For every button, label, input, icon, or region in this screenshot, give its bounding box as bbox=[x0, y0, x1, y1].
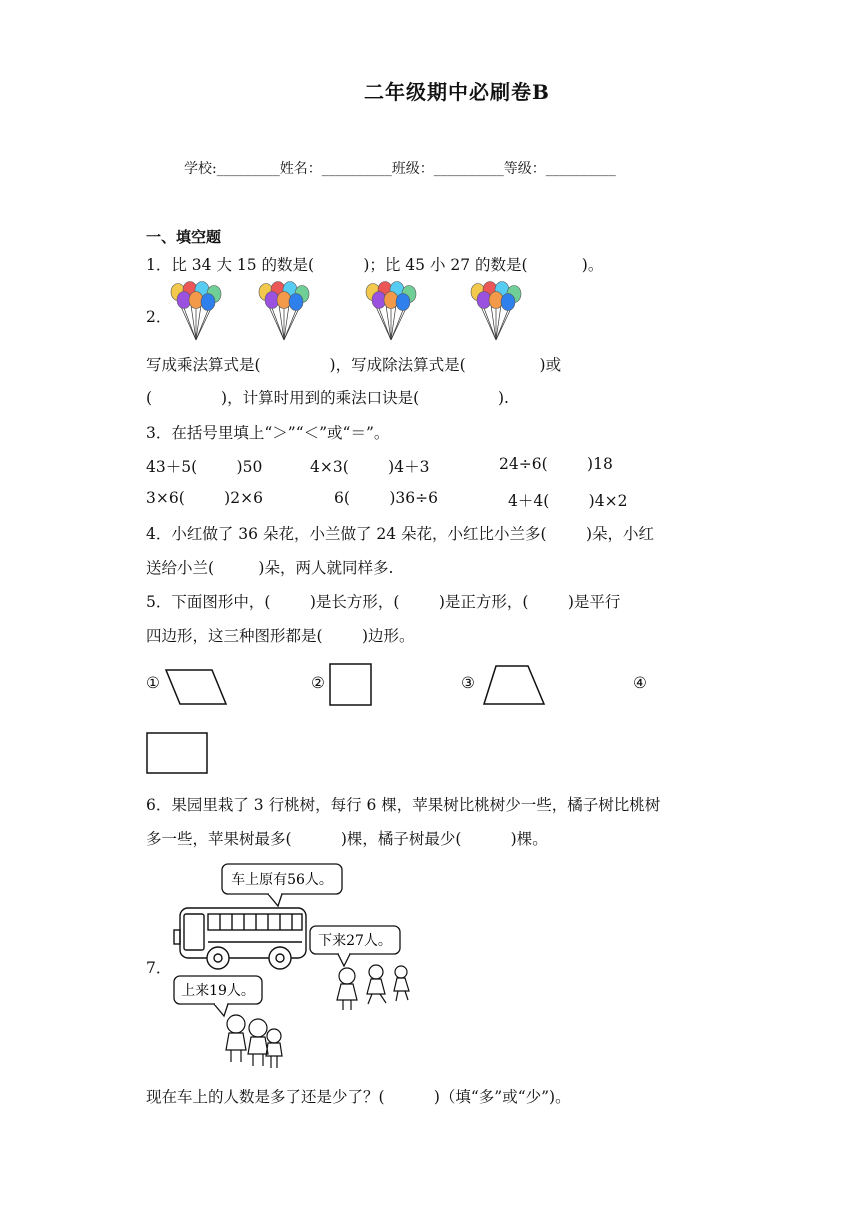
question-1: 1．比 34 大 15 的数是( )；比 45 小 27 的数是( )。 bbox=[146, 256, 604, 274]
question-6-line-2: 多一些，苹果树最多( )棵，橘子树最少( )棵。 bbox=[146, 830, 548, 848]
balloon-bunch-4 bbox=[471, 282, 521, 341]
question-7-text: 现在车上的人数是多了还是少了？( )（填“多”或“少”)。 bbox=[146, 1088, 571, 1106]
q3-item-4: 3×6( )2×6 bbox=[146, 489, 263, 507]
q3-item-6: 4＋4( )4×2 bbox=[508, 492, 628, 510]
question-5-line-2: 四边形，这三种图形都是( )边形。 bbox=[146, 627, 415, 645]
balloon-bunch-3 bbox=[366, 282, 416, 341]
question-4-line-2: 送给小兰( )朵，两人就同样多. bbox=[146, 559, 394, 577]
balloon-bunch-2 bbox=[259, 282, 309, 341]
student-info-line: 学校:_________姓名：__________班级：__________等级：__________ bbox=[184, 161, 616, 177]
question-2-line-1: 写成乘法算式是( )，写成除法算式是( )或 bbox=[146, 356, 562, 374]
square-shape bbox=[329, 663, 373, 707]
bus-icon bbox=[174, 908, 306, 969]
question-7-number: 7． bbox=[146, 959, 172, 977]
question-5-line-1: 5．下面图形中，( )是长方形，( )是正方形，( )是平行 bbox=[146, 593, 621, 611]
question-2-line-2: ( )，计算时用到的乘法口诀是( ). bbox=[146, 389, 509, 407]
q3-item-3: 24÷6( )18 bbox=[499, 455, 613, 473]
balloon-bunches-figure bbox=[160, 280, 540, 344]
shape-label-3: ③ bbox=[461, 674, 475, 692]
shape-label-1: ① bbox=[146, 674, 160, 692]
page-title: 二年级期中必刷卷B bbox=[364, 80, 550, 104]
bubble-text-on: 上来19人。 bbox=[181, 983, 255, 999]
q3-item-2: 4×3( )4＋3 bbox=[310, 458, 430, 476]
trapezoid-shape bbox=[482, 664, 546, 706]
shape-label-2: ② bbox=[311, 674, 325, 692]
balloon-icon bbox=[396, 294, 410, 311]
speech-bubble-on bbox=[174, 976, 262, 1016]
question-6-line-1: 6．果园里栽了 3 行桃树，每行 6 棵，苹果树比桃树少一些，橘子树比桃树 bbox=[146, 796, 661, 814]
children-getting-off-icon bbox=[337, 965, 409, 1010]
balloon-string bbox=[184, 308, 196, 340]
q3-item-5: 6( )36÷6 bbox=[334, 489, 438, 507]
speech-bubble-original bbox=[222, 864, 342, 906]
children-getting-on-icon bbox=[226, 1015, 282, 1068]
rectangle-shape bbox=[146, 732, 210, 776]
balloon-string bbox=[379, 308, 391, 340]
balloon-icon bbox=[501, 294, 515, 311]
question-3: 3．在括号里填上“＞”“＜”或“＝”。 bbox=[146, 424, 390, 442]
speech-bubble-off bbox=[310, 926, 400, 966]
question-2-number: 2． bbox=[146, 308, 172, 326]
parallelogram-shape bbox=[164, 668, 228, 706]
bubble-text-original: 车上原有56人。 bbox=[231, 872, 333, 888]
balloon-icon bbox=[289, 294, 303, 311]
balloon-bunch-1 bbox=[171, 282, 221, 341]
balloon-string bbox=[484, 308, 496, 340]
q3-item-1: 43＋5( )50 bbox=[146, 458, 263, 476]
balloon-string bbox=[272, 308, 284, 340]
balloon-icon bbox=[201, 294, 215, 311]
shape-label-4: ④ bbox=[633, 674, 647, 692]
question-4-line-1: 4．小红做了 36 朵花，小兰做了 24 朵花，小红比小兰多( )朵，小红 bbox=[146, 525, 655, 543]
bus-scene-figure bbox=[160, 858, 430, 1073]
bubble-text-off: 下来27人。 bbox=[318, 933, 392, 949]
section-fill-in-title: 一、填空题 bbox=[146, 228, 222, 246]
